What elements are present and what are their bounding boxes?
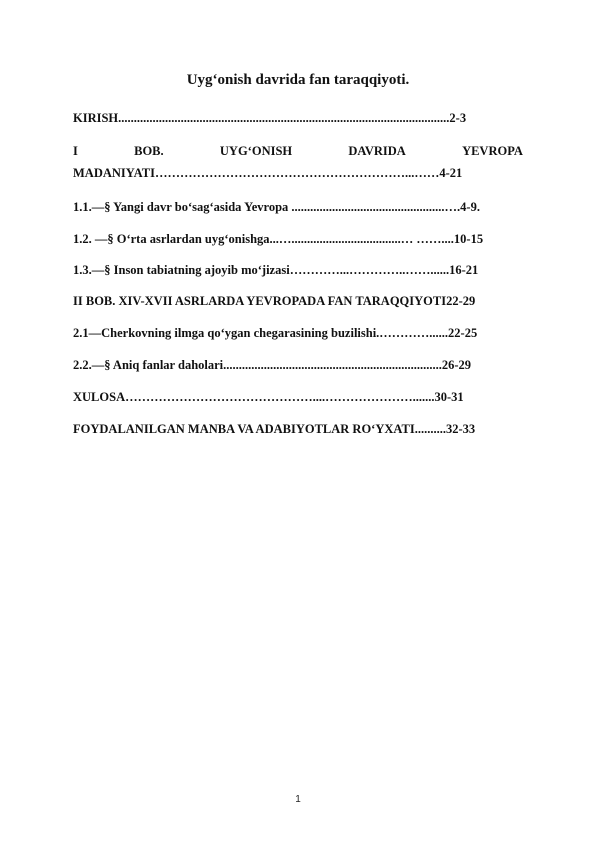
toc-bob1-word: UYG‘ONISH [219, 144, 293, 158]
page-title: Uyg‘onish davrida fan taraqqiyoti. [186, 72, 410, 88]
toc-entry-foydalanilgan: FOYDALANILGAN MANBA VA ADABIYOTLAR RO‘YXATI..........32-33 [73, 422, 476, 436]
toc-bob1-word: I [73, 144, 78, 158]
toc-entry-1-2: 1.2. —§ O‘rta asrlardan uyg‘onishga...…...................................… ……....10-15 [73, 232, 484, 246]
toc-entry-xulosa: XULOSA………………………………………....………………….......30-31 [73, 390, 464, 404]
toc-entry-kirish: KIRISH..........................................................................................................2-3 [73, 111, 467, 125]
toc-bob1-word: YEVROPA [462, 144, 523, 158]
toc-entry-bob2: II BOB. XIV-XVII ASRLARDA YEVROPADA FAN TARAQQIYOTI22-29 [73, 294, 476, 308]
toc-entry-2-1: 2.1—Cherkovning ilmga qo‘ygan chegarasining buzilishi.…………......22-25 [73, 326, 478, 340]
page-number: 1 [295, 794, 301, 805]
toc-bob1-word: DAVRIDA [348, 144, 406, 158]
toc-entry-bob1-line2: MADANIYATI……………………………………………………...……4-21 [73, 166, 463, 180]
toc-entry-1-1: 1.1.—§ Yangi davr bo‘sag‘asida Yevropa .................................................….4-9. [73, 200, 480, 214]
toc-entry-2-2: 2.2.—§ Aniq fanlar daholari......................................................................26-29 [73, 358, 472, 372]
toc-bob1-word: BOB. [134, 144, 164, 158]
toc-entry-bob1-line1 [73, 143, 523, 159]
toc-entry-1-3: 1.3.—§ Inson tabiatning ajoyib mo‘jizasi…………...…………..……......16-21 [73, 263, 479, 277]
